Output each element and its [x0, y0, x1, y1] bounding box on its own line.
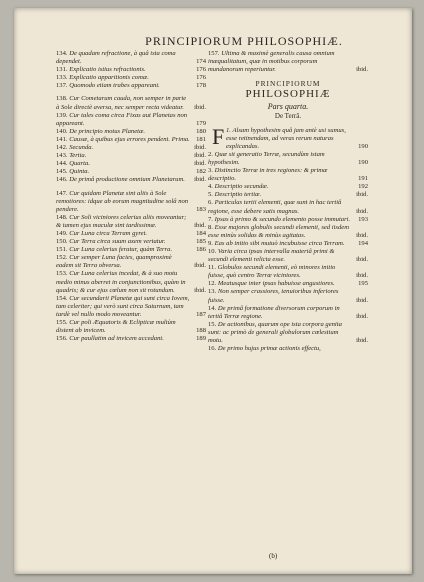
entry-number: 146.: [56, 176, 68, 184]
entry-number: 15.: [208, 320, 217, 328]
toc-entry: [208, 280, 368, 288]
toc-entry: [208, 50, 368, 74]
entry-number: 13.: [208, 288, 217, 296]
entry-page: ibid.: [356, 337, 368, 344]
entry-number: 149.: [56, 229, 68, 237]
entry-page: 182: [196, 168, 206, 176]
entry-number: 7.: [208, 215, 213, 223]
entry-text: Ipsas à primo & secundo elemento posse immutari.: [214, 215, 351, 223]
entry-page: 184: [196, 229, 206, 237]
entry-text: Secunda.: [69, 144, 94, 152]
toc-entry: [208, 240, 368, 248]
toc-entry: [56, 95, 206, 111]
entry-number: 12.: [208, 280, 217, 288]
toc-entry: [208, 248, 368, 264]
entry-text: De principio motus Planetæ.: [69, 127, 146, 135]
entry-page: 176: [196, 66, 206, 74]
entry-page: ibid.: [356, 256, 368, 264]
entry-page: 189: [196, 335, 206, 343]
entry-number: 153.: [56, 270, 68, 278]
entry-text: Quomodo etiam trabes appareant.: [69, 82, 160, 90]
entry-text: De primâ productione omnium Planetarum.: [69, 176, 185, 184]
entry-text: Eas ab initio sibi mutuò incubuisse circa Terram.: [214, 239, 345, 247]
entry-text: Quinta.: [69, 168, 90, 176]
toc-entry: [56, 160, 206, 168]
right-column: [208, 50, 368, 353]
toc-entry: [56, 50, 206, 66]
entry-text: Meatusque inter ipsas habuisse angustiores.: [217, 280, 335, 288]
entry-number: 147.: [56, 189, 68, 197]
entry-number: 9.: [208, 239, 213, 247]
toc-entry: [56, 246, 206, 254]
toc-entry: [208, 345, 368, 353]
entry-page: ibid.: [194, 103, 206, 111]
entry-page: 176: [196, 74, 206, 82]
toc-entry: [56, 66, 206, 74]
entry-page: ibid.: [194, 176, 206, 184]
toc-entry: [208, 191, 368, 199]
left-column: [56, 50, 206, 343]
toc-entry: [208, 288, 368, 304]
toc-entry: [56, 176, 206, 184]
entry-text: Non semper crassiores, tenuioribus inferiores fuisse.: [208, 288, 339, 304]
toc-entry: [56, 136, 206, 144]
toc-entry: [56, 238, 206, 246]
toc-entry: [56, 144, 206, 152]
entry-number: 150.: [56, 238, 68, 246]
entry-number: 14.: [208, 304, 217, 312]
entry-dropcap: [208, 123, 368, 151]
entry-number: 140.: [56, 127, 68, 135]
drop-cap-letter: F: [212, 123, 225, 149]
entry-text: Cur Cometarum cauda, non semper in parte à Sole directè aversa, nec semper recta videatur.: [56, 95, 187, 111]
entry-text: Quæ sit generatio Terræ, secundùm istam hypothesim.: [208, 150, 325, 166]
entry-number: 11.: [208, 264, 216, 272]
book-page: [14, 8, 412, 574]
entry-text: Esse majores globulis secundi elementi, sed iisdem esse minùs solidas & minùs agitatas.: [208, 223, 349, 239]
entry-number: 142.: [56, 144, 68, 152]
part-heading-pars: Pars quarta.: [267, 102, 309, 112]
toc-entry: [56, 295, 206, 319]
entry-number: 131.: [56, 66, 68, 74]
entry-page: 191: [358, 175, 368, 183]
entry-page: ibid.: [194, 152, 206, 160]
entry-text: Alsam hypothesim quâ jam antè usi sumus, esse retinendam, ad veras rerum naturas explicandas.: [226, 126, 346, 150]
entry-number: 138.: [56, 95, 68, 103]
toc-entry: [208, 183, 368, 191]
entry-text: Quarta.: [69, 160, 90, 168]
entry-number: 151.: [56, 246, 68, 254]
toc-entry: [56, 254, 206, 270]
entry-text: Explicatio apparitionis comæ.: [69, 74, 149, 82]
entry-number: 145.: [56, 168, 68, 176]
signature-mark: (b): [269, 552, 278, 560]
entry-page: ibid.: [356, 207, 368, 215]
entry-page: 186: [196, 246, 206, 254]
entry-page: 180: [196, 127, 206, 135]
toc-entry: [56, 152, 206, 160]
entry-number: 143.: [56, 152, 68, 160]
entry-text: De quadam refractione, à quâ ista coma dependet.: [56, 50, 176, 66]
toc-entry: [56, 230, 206, 238]
entry-number: 10.: [208, 247, 217, 255]
entry-number: 156.: [56, 335, 68, 343]
entry-number: 133.: [56, 74, 68, 82]
toc-entry: [208, 167, 368, 183]
entry-page: 181: [196, 135, 206, 143]
entry-number: 139.: [56, 111, 68, 119]
toc-entry: [208, 321, 368, 345]
entry-text: Particulas tertii elementi, quæ sunt in hac tertiâ regione, esse debere satis magnas.: [208, 199, 342, 215]
entry-page: 192: [358, 183, 368, 191]
entry-text: Ultima & maximè generalis causa omnium inæqualitatum, quæ in motibus corporum mundanorum reperiuntur.: [208, 50, 335, 74]
entry-text: Explicatio istius refractionis.: [69, 66, 146, 74]
entry-text: Descriptio secundæ.: [214, 183, 269, 191]
toc-entry: [56, 335, 206, 343]
entry-page: ibid.: [194, 144, 206, 152]
entry-number: 152.: [56, 254, 68, 262]
entry-number: 157.: [208, 50, 220, 57]
entry-number: 137.: [56, 82, 68, 90]
entry-page: 193: [358, 215, 368, 223]
toc-entry: [208, 151, 368, 167]
toc-entry: [56, 82, 206, 90]
entry-text: De actionibus, quarum ope ista corpora genita sunt: ac primò de generali globulorum cœlestium motu.: [208, 320, 342, 344]
entry-number: 154.: [56, 294, 68, 302]
entry-number: 155.: [56, 319, 68, 326]
part-heading-principiorum: PRINCIPIORUM: [255, 79, 321, 89]
entry-number: 8.: [208, 223, 213, 231]
entry-page: 174: [196, 58, 206, 66]
entry-number: 144.: [56, 160, 68, 168]
entry-page: 185: [196, 238, 206, 246]
entry-number: 4.: [208, 183, 213, 191]
entry-page: 179: [196, 119, 206, 127]
entry-text: Cur paullatim ad invicem accedant.: [69, 335, 164, 343]
entry-page: 178: [196, 82, 206, 90]
entry-page: 190: [358, 158, 368, 166]
entry-page: ibid.: [356, 66, 368, 74]
entry-text: Causæ, à quibus ejus errores pendent. Prima.: [69, 135, 190, 143]
part-heading-de-terra: De Terrâ.: [274, 112, 302, 121]
entry-page: ibid.: [356, 191, 368, 199]
entry-number: 16.: [208, 345, 217, 353]
toc-entry: [56, 270, 206, 294]
entry-text: Cur quidam Planetæ sint aliis à Sole remotiores: idque ab eorum magnitudine solâ non pendere.: [56, 189, 189, 213]
entry-text: Descriptio tertiæ.: [214, 191, 262, 199]
entry-text: Cur Soli viciniores celerius aliis moveantur; & tamen ejus maculæ sint tardissimæ.: [56, 213, 187, 229]
toc-entry: [208, 305, 368, 321]
entry-text: Cur Luna celerius feratur, quàm Terra.: [69, 246, 173, 254]
toc-entry: [56, 319, 206, 335]
entry-text: Cur Luna circa Terram gyret.: [69, 229, 148, 237]
entry-page: ibid.: [356, 296, 368, 304]
toc-entry: [56, 190, 206, 214]
toc-entry: [208, 216, 368, 224]
toc-entry: [56, 112, 206, 128]
toc-entry: [56, 168, 206, 176]
entry-number: 5.: [208, 191, 213, 199]
toc-entry: [56, 214, 206, 230]
entry-text: De primâ formatione diversorum corporum in tertiâ Terræ regione.: [208, 304, 340, 320]
entry-text: De primo hujus primæ actionis effectu,: [217, 345, 321, 353]
entry-text: Varia circa ipsas intervalla materiâ primi & secundi elementi relicta esse.: [208, 247, 335, 264]
toc-entry: [56, 74, 206, 82]
entry-number: 134.: [56, 50, 68, 57]
entry-text: Cur secundarii Planetæ qui sunt circa Iovem, tam celeriter; qui verò sunt circa Saturnum, tam tardè vel nullo modo moveantur.: [56, 294, 190, 318]
entry-number: 1.: [226, 126, 231, 134]
entry-page: ibid.: [194, 221, 206, 229]
entry-page: ibid.: [194, 262, 206, 270]
entry-page: ibid.: [356, 312, 368, 320]
entry-text: Cur semper Luna facies, quamproximè eadem sit Terra obversa.: [56, 254, 172, 270]
entry-number: 2.: [208, 150, 213, 158]
entry-page: 194: [358, 239, 368, 247]
entry-page: 195: [358, 280, 368, 288]
entry-text: Distinctio Terræ in tres regiones: & primæ descriptio.: [208, 167, 328, 183]
entry-number: 6.: [208, 199, 213, 207]
entry-text: Tertia.: [69, 152, 87, 160]
toc-entry: [208, 264, 368, 280]
entry-text: Globulos secundi elementi, eò minores initio fuisse, quò centro Terræ viciniores.: [208, 264, 336, 280]
part-heading-philosophiae: PHILOSOPHIÆ: [245, 88, 331, 101]
entry-text: Cur Luna celerius incedat, & à suo motu medio minus aberret in conjunctionibus, quàm in quadris; & cur ejus cœlum non sit rotundum.: [56, 270, 186, 294]
entry-text: Cur poli Æquatoris & Eclipticæ multùm distent ab invicem.: [56, 319, 176, 335]
entry-page: ibid.: [194, 286, 206, 294]
running-head: PRINCIPIORUM PHILOSOPHIÆ.: [145, 34, 343, 48]
entry-page: 183: [196, 205, 206, 213]
entry-page: ibid.: [194, 160, 206, 168]
toc-entry: [208, 224, 368, 240]
entry-page: ibid.: [356, 272, 368, 280]
entry-page: 188: [196, 327, 206, 335]
entry-page: 187: [196, 310, 206, 318]
entry-number: 3.: [208, 167, 213, 175]
entry-number: 148.: [56, 213, 68, 221]
entry-page: 190: [358, 142, 368, 150]
entry-page: ibid.: [356, 231, 368, 239]
toc-entry: [56, 128, 206, 136]
entry-number: 141.: [56, 135, 68, 143]
entry-text: Cur Terra circa suum axem vertatur.: [69, 238, 166, 246]
toc-entry: [208, 199, 368, 215]
entry-text: Cur tales coma circa Fixas aut Planetas non appareant.: [56, 111, 188, 127]
